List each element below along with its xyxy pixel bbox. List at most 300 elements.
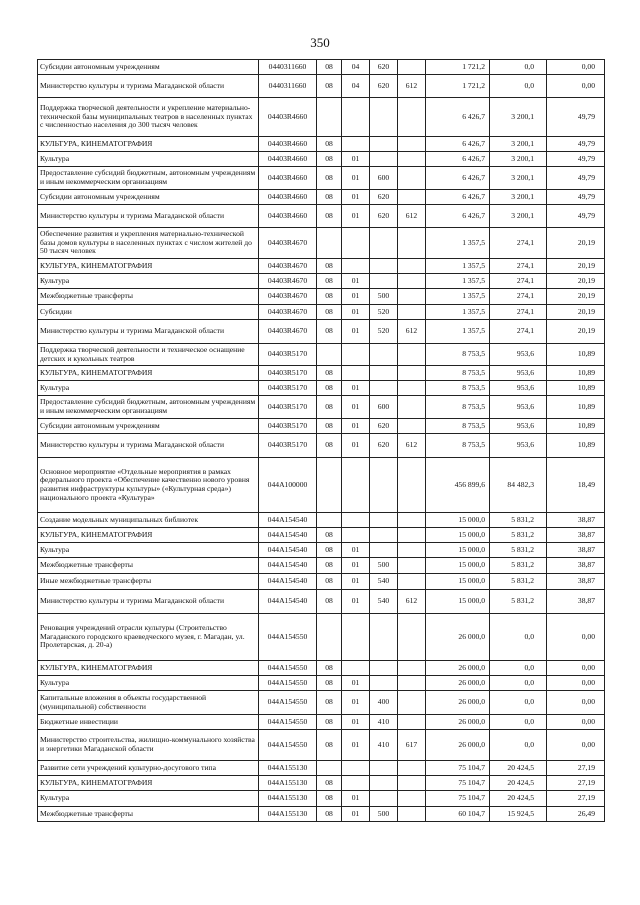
cell-n2: 20 424,5 <box>490 761 547 776</box>
cell-code: 04403R5170 <box>259 396 317 419</box>
table-row <box>38 776 605 791</box>
cell-code: 044A154540 <box>259 574 317 590</box>
table-row <box>38 205 605 228</box>
cell-v: 410 <box>370 730 398 761</box>
cell-v: 620 <box>370 190 398 205</box>
cell-s: 08 <box>317 730 342 761</box>
cell-name: Капитальные вложения в объекты государственной (муниципальной) собственности <box>38 691 259 715</box>
cell-n2: 5 831,2 <box>490 558 547 574</box>
cell-v: 620 <box>370 419 398 434</box>
cell-n3: 10,89 <box>547 419 605 434</box>
cell-s: 08 <box>317 676 342 691</box>
cell-g <box>398 558 426 574</box>
cell-v: 520 <box>370 320 398 344</box>
cell-n1: 26 000,0 <box>426 661 490 676</box>
cell-name: КУЛЬТУРА, КИНЕМАТОГРАФИЯ <box>38 366 259 381</box>
cell-n1: 8 753,5 <box>426 396 490 419</box>
cell-s <box>317 228 342 259</box>
cell-p: 01 <box>342 167 370 190</box>
cell-n2: 20 424,5 <box>490 791 547 807</box>
cell-p <box>342 513 370 528</box>
cell-code: 04403R4670 <box>259 289 317 305</box>
cell-code: 04403R5170 <box>259 366 317 381</box>
cell-n3: 27,19 <box>547 791 605 807</box>
cell-n1: 26 000,0 <box>426 691 490 715</box>
cell-n1: 8 753,5 <box>426 344 490 366</box>
cell-code: 04403R4660 <box>259 205 317 228</box>
cell-n1: 75 104,7 <box>426 761 490 776</box>
cell-n1: 1 357,5 <box>426 305 490 320</box>
cell-n3: 0,00 <box>547 691 605 715</box>
table-row <box>38 75 605 98</box>
cell-n3: 38,87 <box>547 528 605 543</box>
cell-v <box>370 259 398 274</box>
cell-n1: 8 753,5 <box>426 434 490 458</box>
cell-g <box>398 274 426 289</box>
cell-name: Реновация учреждений отрасли культуры (Строительство Магаданского городского краеведческого музея, г. Магадан, ул. Пролетарская, д. 20-а) <box>38 614 259 661</box>
cell-p: 01 <box>342 434 370 458</box>
cell-g <box>398 513 426 528</box>
cell-code: 04403R4660 <box>259 137 317 152</box>
cell-n3: 27,19 <box>547 761 605 776</box>
cell-code: 044A154550 <box>259 691 317 715</box>
cell-n3: 10,89 <box>547 366 605 381</box>
table-row <box>38 228 605 259</box>
cell-code: 04403R5170 <box>259 434 317 458</box>
cell-p <box>342 344 370 366</box>
cell-s: 08 <box>317 305 342 320</box>
table-row <box>38 791 605 807</box>
cell-n1: 6 426,7 <box>426 190 490 205</box>
cell-n2: 953,6 <box>490 419 547 434</box>
cell-s: 08 <box>317 320 342 344</box>
cell-p: 01 <box>342 791 370 807</box>
cell-v <box>370 137 398 152</box>
cell-v <box>370 458 398 513</box>
cell-name: Субсидии <box>38 305 259 320</box>
cell-n3: 10,89 <box>547 396 605 419</box>
cell-s <box>317 98 342 137</box>
cell-n2: 274,1 <box>490 305 547 320</box>
cell-n3: 49,79 <box>547 137 605 152</box>
cell-n1: 15 000,0 <box>426 528 490 543</box>
cell-code: 04403R4670 <box>259 259 317 274</box>
cell-g <box>398 152 426 167</box>
cell-n1: 75 104,7 <box>426 776 490 791</box>
cell-n2: 5 831,2 <box>490 543 547 558</box>
cell-s: 08 <box>317 574 342 590</box>
cell-v: 500 <box>370 558 398 574</box>
cell-code: 04403R4670 <box>259 228 317 259</box>
cell-s: 08 <box>317 791 342 807</box>
cell-p <box>342 761 370 776</box>
cell-v <box>370 614 398 661</box>
cell-n2: 0,0 <box>490 715 547 730</box>
table-row <box>38 558 605 574</box>
cell-n2: 5 831,2 <box>490 528 547 543</box>
cell-n2: 84 482,3 <box>490 458 547 513</box>
cell-n2: 953,6 <box>490 366 547 381</box>
cell-v <box>370 98 398 137</box>
cell-g <box>398 259 426 274</box>
cell-s <box>317 344 342 366</box>
table-row <box>38 807 605 822</box>
cell-s: 08 <box>317 661 342 676</box>
cell-code: 04403R5170 <box>259 344 317 366</box>
cell-s: 08 <box>317 715 342 730</box>
cell-s: 08 <box>317 167 342 190</box>
cell-v: 410 <box>370 715 398 730</box>
cell-s: 08 <box>317 259 342 274</box>
cell-s <box>317 614 342 661</box>
table-body <box>38 60 605 822</box>
cell-n2: 953,6 <box>490 381 547 396</box>
cell-n1: 1 721,2 <box>426 75 490 98</box>
cell-n3: 0,00 <box>547 75 605 98</box>
cell-n3: 20,19 <box>547 305 605 320</box>
cell-n1: 15 000,0 <box>426 543 490 558</box>
cell-n2: 953,6 <box>490 396 547 419</box>
cell-v: 620 <box>370 75 398 98</box>
table-row <box>38 344 605 366</box>
cell-n1: 1 357,5 <box>426 259 490 274</box>
table-row <box>38 320 605 344</box>
cell-v: 400 <box>370 691 398 715</box>
cell-g <box>398 167 426 190</box>
cell-g <box>398 305 426 320</box>
cell-n3: 20,19 <box>547 274 605 289</box>
cell-s: 08 <box>317 152 342 167</box>
cell-n1: 26 000,0 <box>426 730 490 761</box>
cell-name: Культура <box>38 381 259 396</box>
cell-name: Создание модельных муниципальных библиотек <box>38 513 259 528</box>
cell-v <box>370 528 398 543</box>
cell-n2: 953,6 <box>490 344 547 366</box>
table-row <box>38 614 605 661</box>
cell-n3: 27,19 <box>547 776 605 791</box>
cell-v <box>370 761 398 776</box>
cell-n1: 15 000,0 <box>426 574 490 590</box>
cell-code: 044A155130 <box>259 776 317 791</box>
cell-n3: 20,19 <box>547 259 605 274</box>
cell-name: Межбюджетные трансферты <box>38 807 259 822</box>
cell-name: КУЛЬТУРА, КИНЕМАТОГРАФИЯ <box>38 661 259 676</box>
cell-code: 04403R5170 <box>259 419 317 434</box>
cell-name: КУЛЬТУРА, КИНЕМАТОГРАФИЯ <box>38 528 259 543</box>
cell-g <box>398 137 426 152</box>
cell-code: 044A154550 <box>259 661 317 676</box>
cell-v <box>370 661 398 676</box>
cell-s: 08 <box>317 543 342 558</box>
cell-n1: 26 000,0 <box>426 676 490 691</box>
cell-v <box>370 152 398 167</box>
cell-v: 620 <box>370 60 398 75</box>
cell-n2: 0,0 <box>490 75 547 98</box>
cell-s: 08 <box>317 75 342 98</box>
cell-n1: 6 426,7 <box>426 152 490 167</box>
cell-s: 08 <box>317 419 342 434</box>
table-row <box>38 274 605 289</box>
cell-n2: 0,0 <box>490 60 547 75</box>
cell-g <box>398 381 426 396</box>
cell-n1: 1 721,2 <box>426 60 490 75</box>
cell-n2: 3 200,1 <box>490 167 547 190</box>
cell-n1: 15 000,0 <box>426 513 490 528</box>
cell-code: 044A100000 <box>259 458 317 513</box>
cell-n2: 0,0 <box>490 676 547 691</box>
cell-code: 0440311660 <box>259 75 317 98</box>
cell-n3: 49,79 <box>547 167 605 190</box>
cell-n2: 0,0 <box>490 730 547 761</box>
cell-p: 01 <box>342 190 370 205</box>
cell-n1: 15 000,0 <box>426 590 490 614</box>
table-row <box>38 137 605 152</box>
cell-name: Межбюджетные трансферты <box>38 289 259 305</box>
cell-v <box>370 676 398 691</box>
cell-code: 044A155130 <box>259 807 317 822</box>
cell-name: Министерство культуры и туризма Магаданской области <box>38 75 259 98</box>
cell-name: Министерство культуры и туризма Магаданской области <box>38 590 259 614</box>
cell-code: 04403R5170 <box>259 381 317 396</box>
cell-n1: 456 899,6 <box>426 458 490 513</box>
cell-g <box>398 344 426 366</box>
cell-g <box>398 676 426 691</box>
cell-p: 04 <box>342 75 370 98</box>
table-row <box>38 590 605 614</box>
cell-g <box>398 98 426 137</box>
cell-g <box>398 190 426 205</box>
cell-n3: 49,79 <box>547 190 605 205</box>
cell-p: 01 <box>342 320 370 344</box>
cell-s: 08 <box>317 381 342 396</box>
cell-code: 044A155130 <box>259 761 317 776</box>
cell-code: 044A155130 <box>259 791 317 807</box>
cell-name: Культура <box>38 152 259 167</box>
cell-s: 08 <box>317 274 342 289</box>
cell-g: 617 <box>398 730 426 761</box>
table-row <box>38 730 605 761</box>
cell-p <box>342 458 370 513</box>
cell-s: 08 <box>317 776 342 791</box>
cell-g <box>398 289 426 305</box>
cell-name: Культура <box>38 676 259 691</box>
table-row <box>38 396 605 419</box>
cell-n3: 38,87 <box>547 513 605 528</box>
cell-n3: 20,19 <box>547 228 605 259</box>
cell-v: 600 <box>370 167 398 190</box>
cell-n2: 3 200,1 <box>490 137 547 152</box>
cell-name: Субсидии автономным учреждениям <box>38 419 259 434</box>
cell-name: Предоставление субсидий бюджетным, автономным учреждениям и иным некоммерческим организациям <box>38 396 259 419</box>
cell-s <box>317 458 342 513</box>
cell-v <box>370 274 398 289</box>
table-row <box>38 661 605 676</box>
cell-name: Субсидии автономным учреждениям <box>38 190 259 205</box>
cell-g <box>398 419 426 434</box>
cell-g <box>398 661 426 676</box>
table-row <box>38 60 605 75</box>
cell-n2: 274,1 <box>490 259 547 274</box>
cell-code: 044A154550 <box>259 614 317 661</box>
cell-name: Развитие сети учреждений культурно-досугового типа <box>38 761 259 776</box>
cell-p: 04 <box>342 60 370 75</box>
cell-g <box>398 791 426 807</box>
table-row <box>38 259 605 274</box>
table-row <box>38 434 605 458</box>
cell-n3: 10,89 <box>547 434 605 458</box>
budget-table <box>37 59 605 822</box>
cell-name: Министерство культуры и туризма Магаданской области <box>38 434 259 458</box>
cell-v: 540 <box>370 590 398 614</box>
cell-n1: 1 357,5 <box>426 289 490 305</box>
cell-n3: 38,87 <box>547 574 605 590</box>
cell-n3: 38,87 <box>547 543 605 558</box>
table-row <box>38 289 605 305</box>
cell-p <box>342 528 370 543</box>
cell-p: 01 <box>342 152 370 167</box>
cell-n2: 0,0 <box>490 661 547 676</box>
cell-n3: 20,19 <box>547 320 605 344</box>
cell-name: Межбюджетные трансферты <box>38 558 259 574</box>
cell-n1: 8 753,5 <box>426 419 490 434</box>
cell-n1: 26 000,0 <box>426 614 490 661</box>
cell-g: 612 <box>398 320 426 344</box>
cell-p <box>342 259 370 274</box>
cell-name: Министерство культуры и туризма Магаданской области <box>38 320 259 344</box>
cell-n2: 3 200,1 <box>490 98 547 137</box>
cell-n3: 0,00 <box>547 676 605 691</box>
cell-p: 01 <box>342 590 370 614</box>
cell-p <box>342 137 370 152</box>
cell-s: 08 <box>317 558 342 574</box>
cell-n1: 6 426,7 <box>426 137 490 152</box>
cell-code: 044A154540 <box>259 590 317 614</box>
cell-s <box>317 761 342 776</box>
cell-code: 044A154540 <box>259 528 317 543</box>
cell-g <box>398 614 426 661</box>
cell-n3: 0,00 <box>547 60 605 75</box>
cell-name: Культура <box>38 274 259 289</box>
cell-v: 540 <box>370 574 398 590</box>
cell-n1: 8 753,5 <box>426 366 490 381</box>
cell-g <box>398 543 426 558</box>
cell-v <box>370 366 398 381</box>
cell-code: 044A154550 <box>259 730 317 761</box>
cell-name: Субсидии автономным учреждениям <box>38 60 259 75</box>
cell-n1: 60 104,7 <box>426 807 490 822</box>
cell-g <box>398 458 426 513</box>
cell-n3: 0,00 <box>547 614 605 661</box>
cell-n2: 953,6 <box>490 434 547 458</box>
table-row <box>38 574 605 590</box>
cell-p: 01 <box>342 558 370 574</box>
cell-s: 08 <box>317 528 342 543</box>
cell-p: 01 <box>342 730 370 761</box>
cell-g <box>398 691 426 715</box>
cell-g <box>398 60 426 75</box>
table-row <box>38 761 605 776</box>
table-row <box>38 458 605 513</box>
cell-v: 620 <box>370 434 398 458</box>
cell-n2: 5 831,2 <box>490 513 547 528</box>
cell-p: 01 <box>342 676 370 691</box>
cell-s: 08 <box>317 137 342 152</box>
cell-g <box>398 366 426 381</box>
table-row <box>38 528 605 543</box>
cell-s: 08 <box>317 807 342 822</box>
cell-n1: 26 000,0 <box>426 715 490 730</box>
cell-g <box>398 396 426 419</box>
cell-p <box>342 776 370 791</box>
cell-p <box>342 228 370 259</box>
cell-name: Основное мероприятие «Отдельные мероприятия в рамках федерального проекта «Обеспечение качественно нового уровня развития инфраструктуры культуры» («Культурная среда») национального проекта «Культура» <box>38 458 259 513</box>
cell-n3: 0,00 <box>547 730 605 761</box>
cell-g <box>398 715 426 730</box>
cell-code: 044A154540 <box>259 543 317 558</box>
cell-g <box>398 807 426 822</box>
cell-n2: 274,1 <box>490 320 547 344</box>
cell-p <box>342 614 370 661</box>
cell-s: 08 <box>317 289 342 305</box>
cell-s: 08 <box>317 190 342 205</box>
cell-v <box>370 344 398 366</box>
cell-n2: 0,0 <box>490 614 547 661</box>
cell-n2: 20 424,5 <box>490 776 547 791</box>
cell-v <box>370 543 398 558</box>
cell-n3: 18,49 <box>547 458 605 513</box>
cell-p: 01 <box>342 691 370 715</box>
cell-code: 0440311660 <box>259 60 317 75</box>
cell-s: 08 <box>317 396 342 419</box>
cell-g <box>398 776 426 791</box>
cell-n3: 0,00 <box>547 715 605 730</box>
cell-code: 04403R4660 <box>259 98 317 137</box>
cell-name: Бюджетные инвестиции <box>38 715 259 730</box>
cell-v: 620 <box>370 205 398 228</box>
cell-p: 01 <box>342 543 370 558</box>
cell-name: Министерство строительства, жилищно-коммунального хозяйства и энергетики Магаданской области <box>38 730 259 761</box>
cell-v <box>370 513 398 528</box>
table-row <box>38 419 605 434</box>
cell-p: 01 <box>342 419 370 434</box>
cell-n2: 0,0 <box>490 691 547 715</box>
cell-g: 612 <box>398 205 426 228</box>
cell-v: 520 <box>370 305 398 320</box>
cell-n2: 274,1 <box>490 274 547 289</box>
cell-code: 044A154550 <box>259 676 317 691</box>
cell-n3: 49,79 <box>547 98 605 137</box>
cell-n3: 10,89 <box>547 344 605 366</box>
cell-n2: 5 831,2 <box>490 590 547 614</box>
cell-n1: 1 357,5 <box>426 274 490 289</box>
cell-g: 612 <box>398 75 426 98</box>
table-row <box>38 366 605 381</box>
table-row <box>38 513 605 528</box>
cell-n2: 274,1 <box>490 228 547 259</box>
cell-v <box>370 228 398 259</box>
table-row <box>38 676 605 691</box>
cell-name: Культура <box>38 543 259 558</box>
cell-n1: 8 753,5 <box>426 381 490 396</box>
cell-n2: 5 831,2 <box>490 574 547 590</box>
cell-code: 04403R4660 <box>259 152 317 167</box>
cell-name: Культура <box>38 791 259 807</box>
cell-n3: 49,79 <box>547 205 605 228</box>
cell-p <box>342 98 370 137</box>
cell-n2: 3 200,1 <box>490 152 547 167</box>
table-row <box>38 167 605 190</box>
cell-name: Министерство культуры и туризма Магаданской области <box>38 205 259 228</box>
